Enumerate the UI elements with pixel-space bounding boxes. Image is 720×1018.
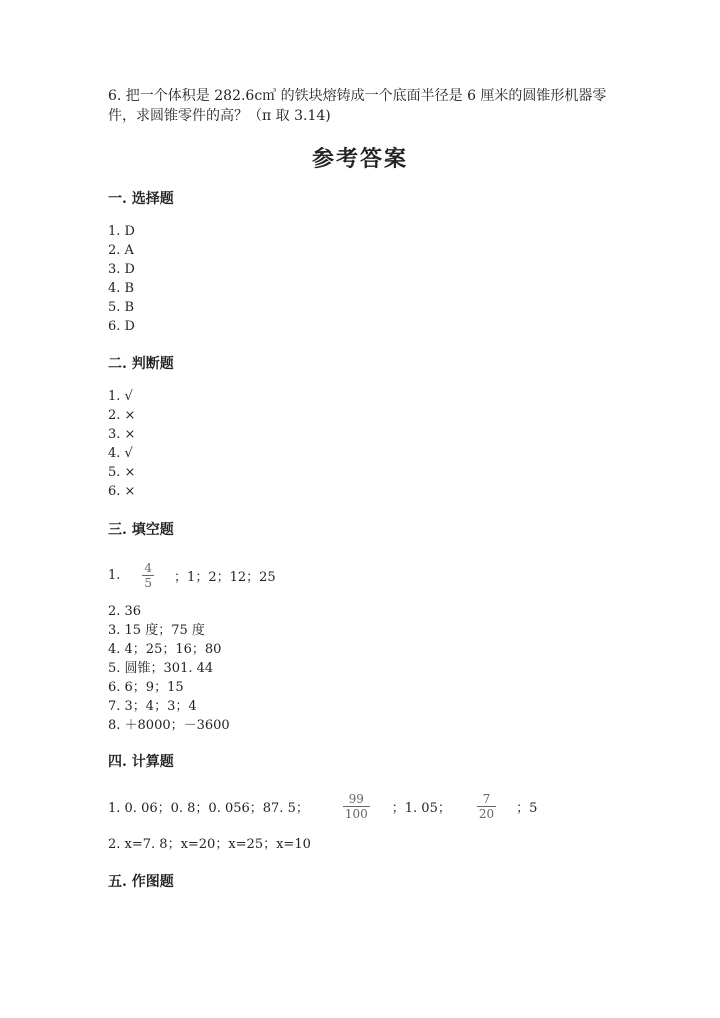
- list-item: 6. 6；9；15: [108, 680, 184, 695]
- list-item: 4. √: [108, 446, 133, 461]
- list-item: 5. B: [108, 300, 135, 315]
- judgement-answer-list: [108, 387, 135, 501]
- fraction-numerator: 7: [482, 792, 491, 806]
- answer-text: ；1. 05；: [391, 801, 451, 816]
- section-heading-calculation: 四. 计算题: [108, 754, 174, 770]
- page-title: 参考答案: [311, 146, 408, 172]
- choice-answer-list: [108, 222, 135, 336]
- list-item: 7. 3；4；3；4: [108, 699, 197, 714]
- list-item: 2. ×: [108, 408, 136, 423]
- list-item: 5. 圆锥；301. 44: [108, 661, 214, 676]
- list-item: 3. D: [108, 262, 135, 277]
- fraction: [477, 793, 496, 820]
- list-item: 5. ×: [108, 465, 136, 480]
- list-item: 2. x=7. 8；x=20；x=25；x=10: [108, 837, 311, 852]
- answer-text: 1. 0. 06；0. 8；0. 056；87. 5；: [108, 801, 309, 816]
- section-heading-drawing: 五. 作图题: [108, 874, 174, 890]
- list-item: 4. 4；25；16；80: [108, 642, 222, 657]
- question-6: [108, 86, 606, 126]
- fraction: [142, 562, 154, 589]
- list-item: 3. ×: [108, 427, 136, 442]
- answer-text: ；5: [516, 801, 538, 816]
- answer-text: ；1；2；12；25: [174, 570, 276, 585]
- section-heading-judgement: 二. 判断题: [108, 356, 174, 372]
- list-item: 1. √: [108, 389, 133, 404]
- fraction: [343, 793, 370, 820]
- list-item: 2. A: [108, 243, 134, 258]
- fill-blank-answer-list: [108, 602, 230, 735]
- list-item: 6. ×: [108, 484, 136, 499]
- fill-blank-item-1: [108, 562, 276, 589]
- list-item: 8. ＋8000；－3600: [108, 718, 230, 733]
- fraction-numerator: 4: [144, 561, 153, 575]
- question-6-line-2: 件，求圆锥零件的高？（π 取 3.14): [108, 108, 331, 124]
- list-item: 2. 36: [108, 604, 142, 619]
- list-item: 4. B: [108, 281, 135, 296]
- list-item: 3. 15 度；75 度: [108, 623, 205, 638]
- fraction-denominator: 20: [478, 807, 495, 821]
- question-6-line-1: 6. 把一个体积是 282.6c㎥ 的铁块熔铸成一个底面半径是 6 厘米的圆锥形机器零: [108, 88, 607, 104]
- list-item: 1. D: [108, 224, 135, 239]
- fraction-denominator: 5: [144, 576, 153, 590]
- fraction-denominator: 100: [344, 807, 368, 821]
- section-heading-fill-blank: 三. 填空题: [108, 522, 174, 538]
- fraction-numerator: 99: [348, 792, 364, 806]
- calculation-item-1: [108, 793, 537, 820]
- list-item: 6. D: [108, 319, 135, 334]
- calculation-item-2: [108, 835, 311, 854]
- item-number: 1.: [108, 568, 121, 583]
- section-heading-choice: 一. 选择题: [108, 191, 174, 207]
